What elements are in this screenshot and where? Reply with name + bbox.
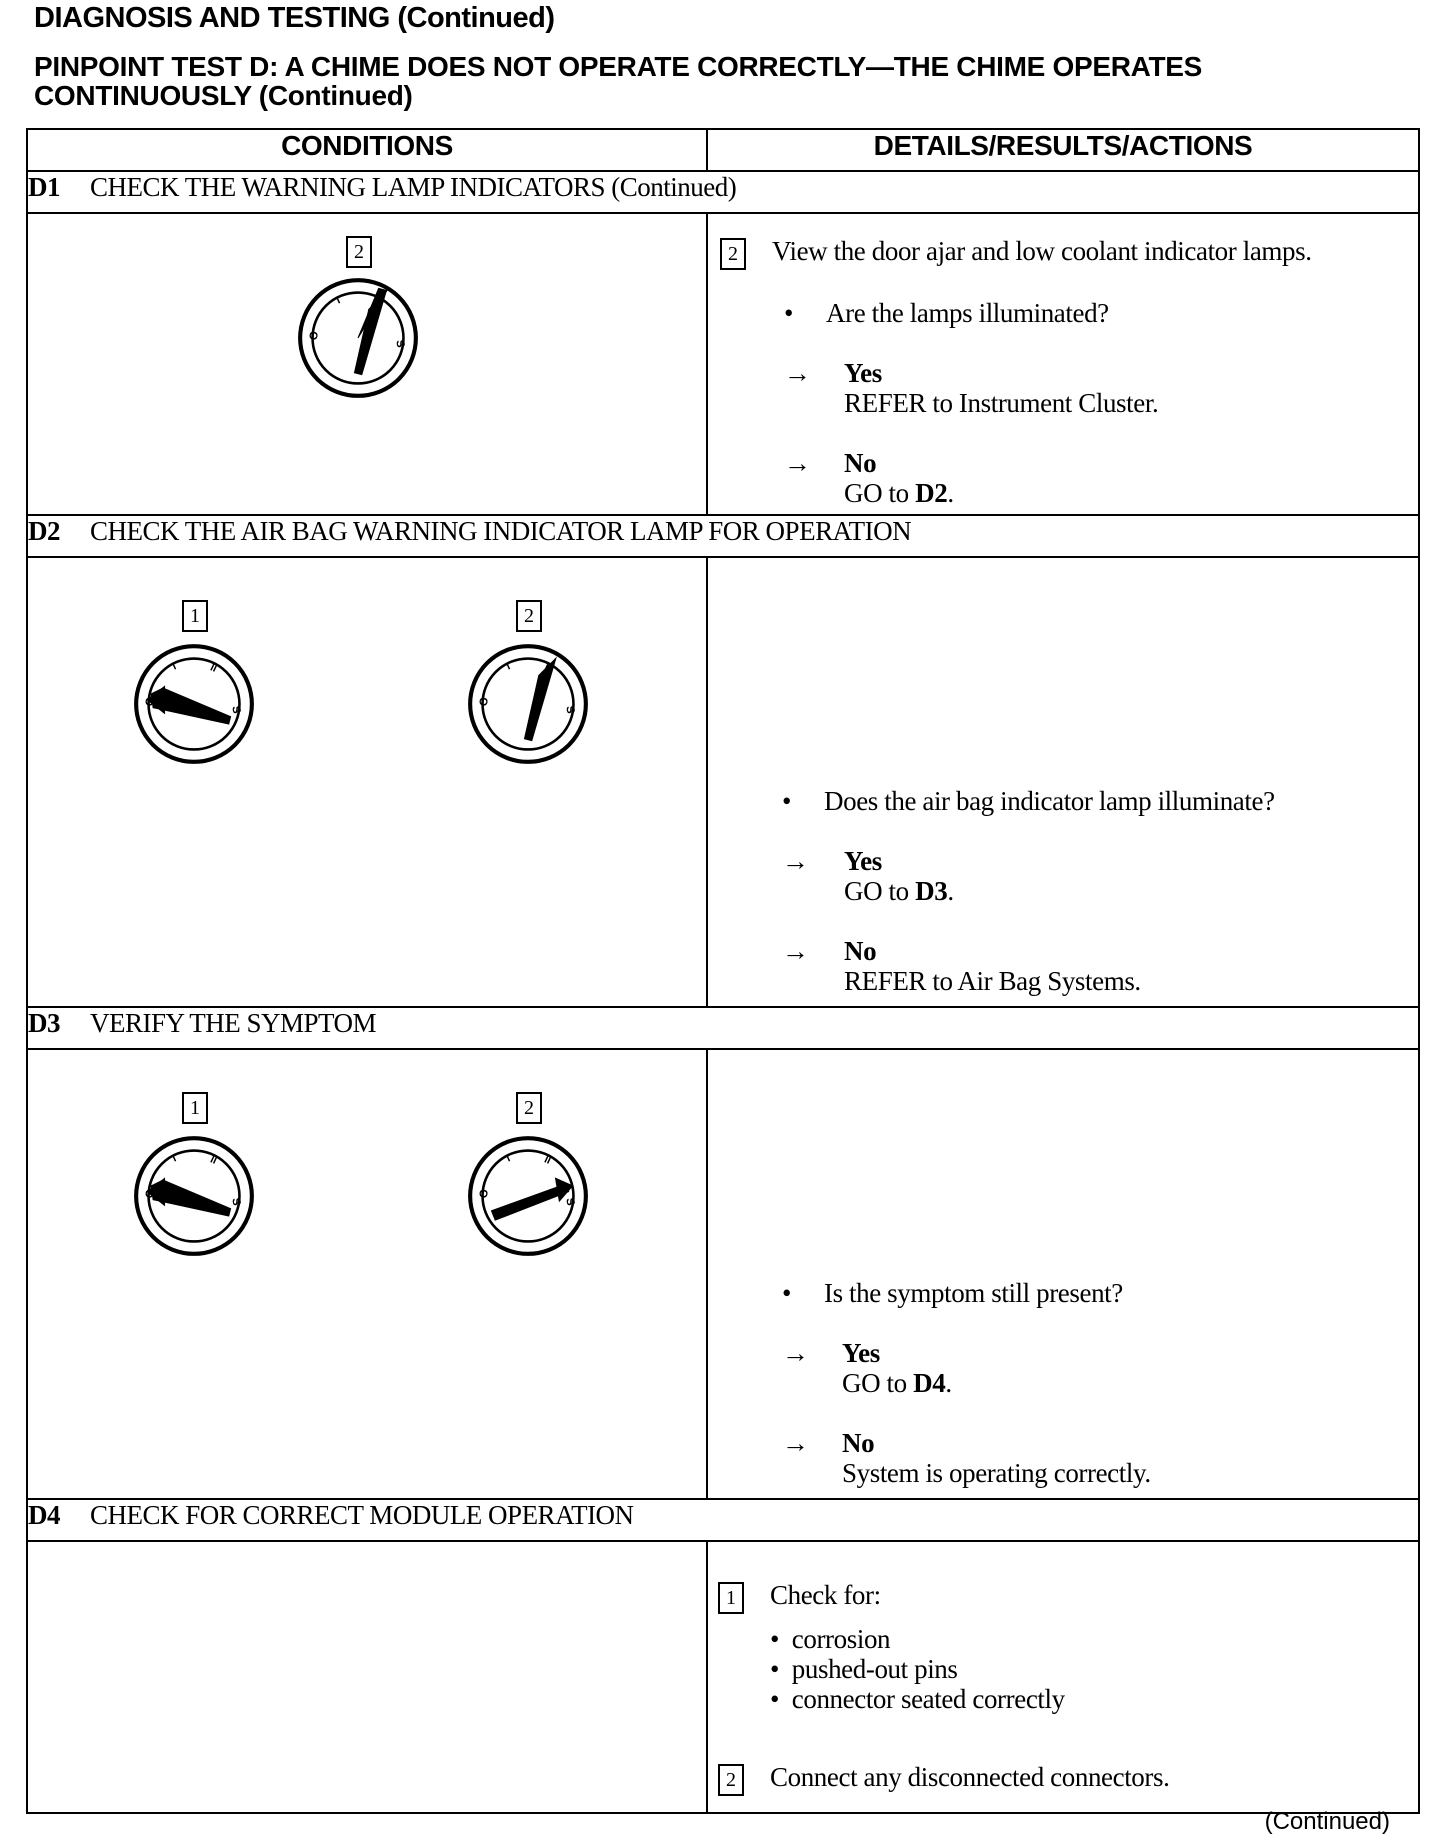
question-text: • Is the symptom still present? — [782, 1278, 1123, 1309]
yes-label: Yes — [844, 846, 882, 876]
no-label: No — [844, 936, 877, 966]
switch-pointer-run — [524, 656, 557, 741]
step-title: CHECK FOR CORRECT MODULE OPERATION — [90, 1500, 634, 1530]
ignition-key-switch-icon — [466, 1134, 590, 1258]
conditions-cell-d1 — [27, 213, 707, 515]
conditions-cell-d2 — [27, 557, 707, 1007]
no-action: GO to D2. — [844, 478, 954, 508]
action-callout-1: 1 — [718, 1582, 744, 1614]
step-id: D3 — [28, 1008, 60, 1038]
details-cell-d2 — [707, 557, 1419, 1007]
right-arrow-icon: → — [782, 1338, 809, 1368]
step-title: VERIFY THE SYMPTOM — [90, 1008, 377, 1038]
step-id: D1 — [28, 172, 60, 202]
right-arrow-icon: → — [784, 358, 811, 388]
conditions-cell-d3 — [27, 1049, 707, 1499]
yes-label: Yes — [844, 358, 882, 388]
details-cell-d4 — [707, 1541, 1419, 1813]
figure-callout-2: 2 — [516, 600, 542, 632]
no-label: No — [844, 448, 877, 478]
ignition-key-switch-icon — [466, 642, 590, 766]
details-cell-d3 — [707, 1049, 1419, 1499]
ignition-key-switch-icon — [132, 1134, 256, 1258]
step-header-d4 — [27, 1499, 1419, 1541]
switch-pointer-body — [354, 290, 387, 375]
pinpoint-test-title: PINPOINT TEST D: A CHIME DOES NOT OPERATE CORRECTLY—THE CHIME OPERATES CONTINUOUSLY (Continued) — [34, 51, 1203, 111]
action-text: Check for: — [770, 1580, 881, 1610]
details-header: DETAILS/RESULTS/ACTIONS — [707, 129, 1419, 171]
continued-footer: (Continued) — [1264, 1808, 1390, 1835]
step-body-d2 — [27, 557, 1419, 1007]
figure-callout-2: 2 — [346, 236, 372, 268]
right-arrow-icon: → — [782, 936, 809, 966]
figure-callout-2: 2 — [516, 1092, 542, 1124]
step-id: D4 — [28, 1500, 60, 1530]
step-body-d4 — [27, 1541, 1419, 1813]
yes-action: GO to D4. — [842, 1368, 952, 1398]
conditions-header: CONDITIONS — [27, 129, 707, 171]
conditions-cell-d4 — [27, 1541, 707, 1813]
list-item: • corrosion — [770, 1624, 891, 1654]
no-action: REFER to Air Bag Systems. — [844, 966, 1141, 996]
list-item: • connector seated correctly — [770, 1684, 1065, 1714]
figure-callout-1: 1 — [182, 1092, 208, 1124]
pinpoint-test-table — [26, 128, 1420, 1814]
ignition-key-switch-icon — [132, 642, 256, 766]
step-header-d1 — [27, 171, 1419, 213]
yes-label: Yes — [842, 1338, 880, 1368]
step-id: D2 — [28, 516, 60, 546]
no-label: No — [842, 1428, 875, 1458]
details-cell-d1 — [707, 213, 1419, 515]
action-callout-2: 2 — [720, 238, 746, 270]
figure-callout-1: 1 — [182, 600, 208, 632]
right-arrow-icon: → — [784, 448, 811, 478]
question-text: • Does the air bag indicator lamp illuminate? — [782, 786, 1275, 817]
check-list — [770, 1624, 1065, 1714]
step-body-d3 — [27, 1049, 1419, 1499]
right-arrow-icon: → — [782, 846, 809, 876]
table-header-row — [27, 129, 1419, 171]
question-text: • Are the lamps illuminated? — [784, 298, 1109, 329]
step-title: CHECK THE AIR BAG WARNING INDICATOR LAMP FOR OPERATION — [90, 516, 912, 546]
action-text: Connect any disconnected connectors. — [770, 1762, 1170, 1792]
action-callout-2: 2 — [718, 1764, 744, 1796]
ignition-key-switch-icon — [296, 276, 420, 400]
step-body-d1 — [27, 213, 1419, 515]
list-item: • pushed-out pins — [770, 1654, 958, 1684]
step-title: CHECK THE WARNING LAMP INDICATORS (Continued) — [90, 172, 737, 202]
action-text: View the door ajar and low coolant indicator lamps. — [772, 236, 1312, 266]
step-header-d3 — [27, 1007, 1419, 1049]
yes-action: GO to D3. — [844, 876, 954, 906]
page-heading: DIAGNOSIS AND TESTING (Continued) — [34, 2, 555, 34]
no-action: System is operating correctly. — [842, 1458, 1151, 1488]
yes-action: REFER to Instrument Cluster. — [844, 388, 1159, 418]
right-arrow-icon: → — [782, 1428, 809, 1458]
step-header-d2 — [27, 515, 1419, 557]
